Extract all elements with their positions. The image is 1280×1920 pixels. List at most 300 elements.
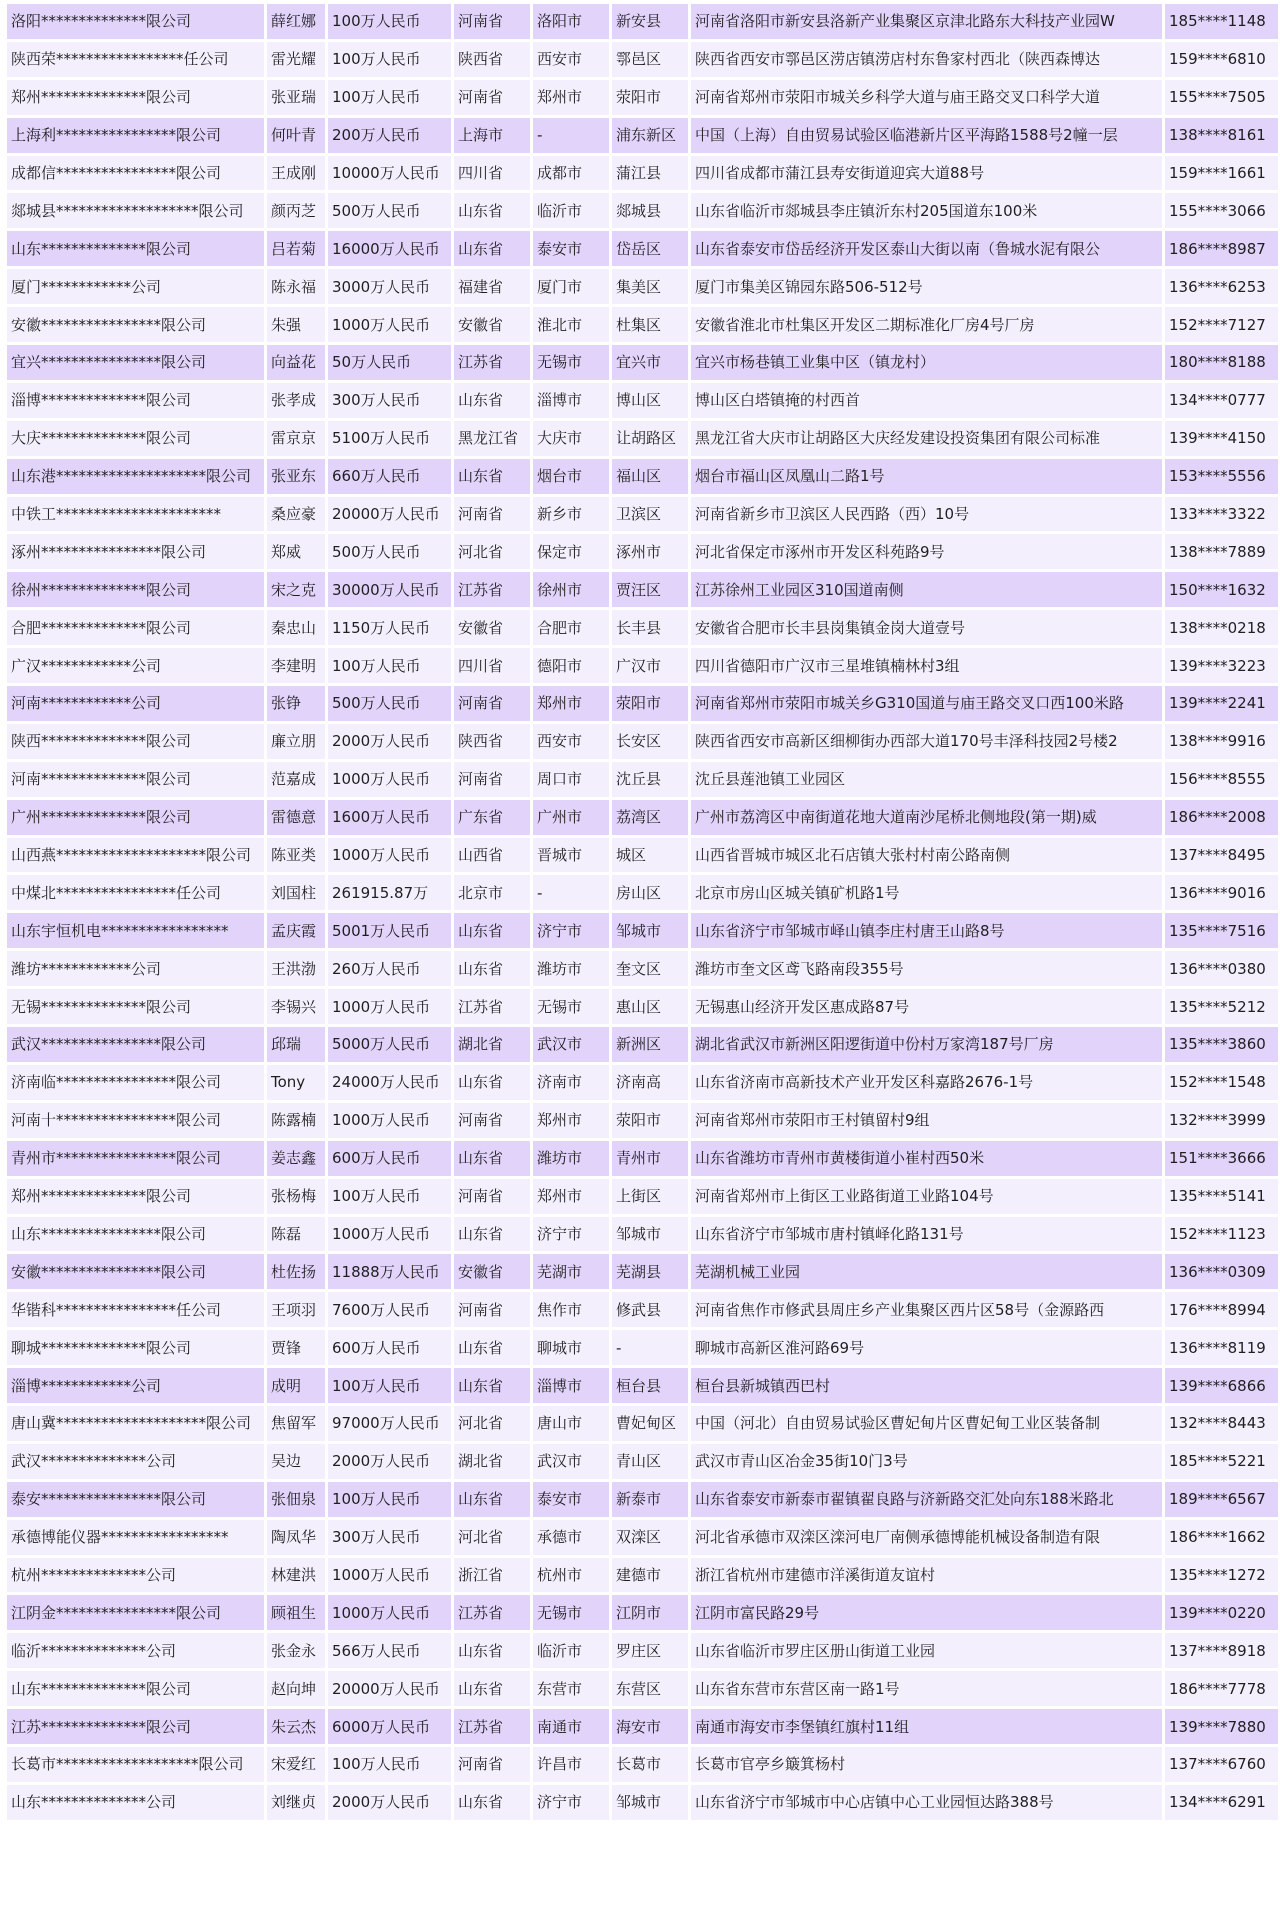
district-cell: 荥阳市 [612, 80, 688, 115]
company-name-cell: 华锴科****************任公司 [7, 1292, 264, 1327]
city-cell: 无锡市 [533, 345, 609, 380]
address-cell: 河北省保定市涿州市开发区科苑路9号 [691, 534, 1162, 569]
phone-cell: 132****3999 [1165, 1103, 1278, 1138]
district-cell: 涿州市 [612, 534, 688, 569]
phone-cell: 185****1148 [1165, 4, 1278, 39]
company-name-cell: 上海利****************限公司 [7, 118, 264, 153]
registered-capital-cell: 260万人民币 [328, 951, 451, 986]
table-row [7, 1065, 1278, 1100]
city-cell: 西安市 [533, 724, 609, 759]
province-cell: 山东省 [454, 231, 530, 266]
table-row [7, 1103, 1278, 1138]
legal-rep-cell: 张佃泉 [267, 1482, 325, 1517]
legal-rep-cell: 雷京京 [267, 421, 325, 456]
table-row [7, 648, 1278, 683]
address-cell: 武汉市青山区冶金35街10门3号 [691, 1444, 1162, 1479]
district-cell: - [612, 1330, 688, 1365]
city-cell: 焦作市 [533, 1292, 609, 1327]
address-cell: 广州市荔湾区中南街道花地大道南沙尾桥北侧地段(第一期)威 [691, 800, 1162, 835]
table-row [7, 269, 1278, 304]
district-cell: 荥阳市 [612, 1103, 688, 1138]
city-cell: 无锡市 [533, 1595, 609, 1630]
address-cell: 博山区白塔镇掩的村西首 [691, 383, 1162, 418]
table-row [7, 42, 1278, 77]
company-name-cell: 淄博************公司 [7, 1368, 264, 1403]
city-cell: 郑州市 [533, 1179, 609, 1214]
district-cell: 上街区 [612, 1179, 688, 1214]
registered-capital-cell: 1000万人民币 [328, 762, 451, 797]
legal-rep-cell: 郑威 [267, 534, 325, 569]
district-cell: 广汉市 [612, 648, 688, 683]
table-row [7, 1141, 1278, 1176]
table-row [7, 1292, 1278, 1327]
city-cell: 潍坊市 [533, 951, 609, 986]
phone-cell: 138****8161 [1165, 118, 1278, 153]
company-name-cell: 大庆**************限公司 [7, 421, 264, 456]
address-cell: 山东省临沂市郯城县李庄镇沂东村205国道东100米 [691, 193, 1162, 228]
city-cell: 成都市 [533, 156, 609, 191]
registered-capital-cell: 1000万人民币 [328, 838, 451, 873]
table-row [7, 534, 1278, 569]
registered-capital-cell: 2000万人民币 [328, 724, 451, 759]
address-cell: 南通市海安市李堡镇红旗村11组 [691, 1709, 1162, 1744]
province-cell: 河南省 [454, 686, 530, 721]
province-cell: 浙江省 [454, 1558, 530, 1593]
table-row [7, 1179, 1278, 1214]
district-cell: 新泰市 [612, 1482, 688, 1517]
registered-capital-cell: 5001万人民币 [328, 913, 451, 948]
company-name-cell: 中铁工********************** [7, 497, 264, 532]
district-cell: 桓台县 [612, 1368, 688, 1403]
registered-capital-cell: 500万人民币 [328, 686, 451, 721]
legal-rep-cell: 成明 [267, 1368, 325, 1403]
table-row [7, 1520, 1278, 1555]
province-cell: 山东省 [454, 1633, 530, 1668]
address-cell: 安徽省淮北市杜集区开发区二期标准化厂房4号厂房 [691, 307, 1162, 342]
company-name-cell: 洛阳**************限公司 [7, 4, 264, 39]
registered-capital-cell: 2000万人民币 [328, 1444, 451, 1479]
city-cell: 西安市 [533, 42, 609, 77]
company-name-cell: 杭州**************公司 [7, 1558, 264, 1593]
phone-cell: 135****5141 [1165, 1179, 1278, 1214]
company-name-cell: 陕西**************限公司 [7, 724, 264, 759]
phone-cell: 150****1632 [1165, 572, 1278, 607]
table-row [7, 1671, 1278, 1706]
address-cell: 山东省泰安市新泰市翟镇翟良路与济新路交汇处向东188米路北 [691, 1482, 1162, 1517]
phone-cell: 186****7778 [1165, 1671, 1278, 1706]
address-cell: 河南省郑州市荥阳市城关乡G310国道与庙王路交叉口西100米路 [691, 686, 1162, 721]
province-cell: 山东省 [454, 193, 530, 228]
district-cell: 福山区 [612, 459, 688, 494]
company-name-cell: 唐山冀********************限公司 [7, 1406, 264, 1441]
province-cell: 河北省 [454, 1406, 530, 1441]
address-cell: 山东省济宁市邹城市峄山镇李庄村唐王山路8号 [691, 913, 1162, 948]
registered-capital-cell: 97000万人民币 [328, 1406, 451, 1441]
registered-capital-cell: 100万人民币 [328, 1368, 451, 1403]
district-cell: 杜集区 [612, 307, 688, 342]
table-row [7, 875, 1278, 910]
city-cell: 济宁市 [533, 913, 609, 948]
table-row [7, 1217, 1278, 1252]
phone-cell: 137****6760 [1165, 1747, 1278, 1782]
address-cell: 陕西省西安市鄠邑区涝店镇涝店村东鲁家村西北（陕西森博达 [691, 42, 1162, 77]
company-name-cell: 济南临****************限公司 [7, 1065, 264, 1100]
company-name-cell: 广州**************限公司 [7, 800, 264, 835]
legal-rep-cell: 张金永 [267, 1633, 325, 1668]
address-cell: 潍坊市奎文区鸢飞路南段355号 [691, 951, 1162, 986]
city-cell: 淮北市 [533, 307, 609, 342]
table-row [7, 497, 1278, 532]
district-cell: 岱岳区 [612, 231, 688, 266]
registered-capital-cell: 300万人民币 [328, 1520, 451, 1555]
company-name-cell: 成都信****************限公司 [7, 156, 264, 191]
phone-cell: 135****3860 [1165, 1027, 1278, 1062]
phone-cell: 156****8555 [1165, 762, 1278, 797]
province-cell: 陕西省 [454, 724, 530, 759]
province-cell: 河北省 [454, 1520, 530, 1555]
city-cell: 聊城市 [533, 1330, 609, 1365]
company-name-cell: 山东港********************限公司 [7, 459, 264, 494]
table-row [7, 951, 1278, 986]
legal-rep-cell: 杜佐扬 [267, 1254, 325, 1289]
table-row [7, 345, 1278, 380]
legal-rep-cell: 秦忠山 [267, 610, 325, 645]
legal-rep-cell: 李建明 [267, 648, 325, 683]
address-cell: 四川省德阳市广汉市三星堆镇楠林村3组 [691, 648, 1162, 683]
district-cell: 邹城市 [612, 913, 688, 948]
province-cell: 江苏省 [454, 345, 530, 380]
province-cell: 山东省 [454, 1141, 530, 1176]
district-cell: 卫滨区 [612, 497, 688, 532]
phone-cell: 136****0380 [1165, 951, 1278, 986]
legal-rep-cell: 刘国柱 [267, 875, 325, 910]
table-row [7, 1633, 1278, 1668]
address-cell: 北京市房山区城关镇矿机路1号 [691, 875, 1162, 910]
province-cell: 陕西省 [454, 42, 530, 77]
legal-rep-cell: 张孝成 [267, 383, 325, 418]
phone-cell: 189****6567 [1165, 1482, 1278, 1517]
city-cell: 淄博市 [533, 1368, 609, 1403]
table-row [7, 1406, 1278, 1441]
company-name-cell: 承德博能仪器***************** [7, 1520, 264, 1555]
company-name-cell: 青州市****************限公司 [7, 1141, 264, 1176]
district-cell: 城区 [612, 838, 688, 873]
table-row [7, 1368, 1278, 1403]
table-row [7, 193, 1278, 228]
district-cell: 罗庄区 [612, 1633, 688, 1668]
company-name-cell: 中煤北****************任公司 [7, 875, 264, 910]
registered-capital-cell: 100万人民币 [328, 4, 451, 39]
city-cell: 临沂市 [533, 1633, 609, 1668]
province-cell: 山东省 [454, 913, 530, 948]
company-name-cell: 河南************公司 [7, 686, 264, 721]
address-cell: 河南省郑州市荥阳市城关乡科学大道与庙王路交叉口科学大道 [691, 80, 1162, 115]
phone-cell: 133****3322 [1165, 497, 1278, 532]
registered-capital-cell: 300万人民币 [328, 383, 451, 418]
legal-rep-cell: 廉立朋 [267, 724, 325, 759]
registered-capital-cell: 600万人民币 [328, 1141, 451, 1176]
registered-capital-cell: 200万人民币 [328, 118, 451, 153]
phone-cell: 135****1272 [1165, 1558, 1278, 1593]
phone-cell: 134****0777 [1165, 383, 1278, 418]
address-cell: 无锡惠山经济开发区惠成路87号 [691, 989, 1162, 1024]
address-cell: 四川省成都市蒲江县寿安街道迎宾大道88号 [691, 156, 1162, 191]
city-cell: 广州市 [533, 800, 609, 835]
city-cell: 徐州市 [533, 572, 609, 607]
legal-rep-cell: 薛红娜 [267, 4, 325, 39]
legal-rep-cell: 张亚瑞 [267, 80, 325, 115]
legal-rep-cell: 宋之克 [267, 572, 325, 607]
district-cell: 长丰县 [612, 610, 688, 645]
phone-cell: 139****0220 [1165, 1595, 1278, 1630]
company-name-cell: 河南十****************限公司 [7, 1103, 264, 1138]
legal-rep-cell: 何叶青 [267, 118, 325, 153]
district-cell: 贾汪区 [612, 572, 688, 607]
table-row [7, 686, 1278, 721]
city-cell: 济宁市 [533, 1785, 609, 1820]
city-cell: 保定市 [533, 534, 609, 569]
phone-cell: 139****2241 [1165, 686, 1278, 721]
province-cell: 河南省 [454, 497, 530, 532]
company-name-cell: 涿州****************限公司 [7, 534, 264, 569]
registered-capital-cell: 500万人民币 [328, 534, 451, 569]
registered-capital-cell: 100万人民币 [328, 1482, 451, 1517]
address-cell: 江苏徐州工业园区310国道南侧 [691, 572, 1162, 607]
registered-capital-cell: 100万人民币 [328, 1179, 451, 1214]
legal-rep-cell: 向益花 [267, 345, 325, 380]
phone-cell: 159****1661 [1165, 156, 1278, 191]
city-cell: 洛阳市 [533, 4, 609, 39]
registered-capital-cell: 1000万人民币 [328, 1103, 451, 1138]
company-name-cell: 安徽****************限公司 [7, 307, 264, 342]
province-cell: 江苏省 [454, 572, 530, 607]
table-row [7, 989, 1278, 1024]
registered-capital-cell: 30000万人民币 [328, 572, 451, 607]
table-row [7, 762, 1278, 797]
address-cell: 山东省潍坊市青州市黄楼街道小崔村西50米 [691, 1141, 1162, 1176]
province-cell: 黑龙江省 [454, 421, 530, 456]
district-cell: 让胡路区 [612, 421, 688, 456]
legal-rep-cell: 林建洪 [267, 1558, 325, 1593]
legal-rep-cell: 朱云杰 [267, 1709, 325, 1744]
address-cell: 聊城市高新区淮河路69号 [691, 1330, 1162, 1365]
company-table-sheet [4, 4, 1276, 1823]
address-cell: 宜兴市杨巷镇工业集中区（镇龙村） [691, 345, 1162, 380]
company-name-cell: 郑州**************限公司 [7, 80, 264, 115]
district-cell: 邹城市 [612, 1217, 688, 1252]
legal-rep-cell: 刘继贞 [267, 1785, 325, 1820]
table-row [7, 118, 1278, 153]
phone-cell: 185****5221 [1165, 1444, 1278, 1479]
district-cell: 博山区 [612, 383, 688, 418]
company-name-cell: 潍坊************公司 [7, 951, 264, 986]
registered-capital-cell: 660万人民币 [328, 459, 451, 494]
table-row [7, 1330, 1278, 1365]
company-name-cell: 淄博**************限公司 [7, 383, 264, 418]
province-cell: 河南省 [454, 1292, 530, 1327]
city-cell: 厦门市 [533, 269, 609, 304]
city-cell: 济宁市 [533, 1217, 609, 1252]
address-cell: 山东省济宁市邹城市唐村镇峄化路131号 [691, 1217, 1162, 1252]
district-cell: 双滦区 [612, 1520, 688, 1555]
company-name-cell: 武汉****************限公司 [7, 1027, 264, 1062]
province-cell: 山东省 [454, 1671, 530, 1706]
district-cell: 惠山区 [612, 989, 688, 1024]
district-cell: 东营区 [612, 1671, 688, 1706]
province-cell: 河南省 [454, 80, 530, 115]
province-cell: 福建省 [454, 269, 530, 304]
city-cell: 德阳市 [533, 648, 609, 683]
city-cell: 唐山市 [533, 1406, 609, 1441]
company-name-cell: 厦门************公司 [7, 269, 264, 304]
legal-rep-cell: 焦留军 [267, 1406, 325, 1441]
district-cell: 曹妃甸区 [612, 1406, 688, 1441]
phone-cell: 186****8987 [1165, 231, 1278, 266]
province-cell: 山东省 [454, 1065, 530, 1100]
province-cell: 山东省 [454, 1368, 530, 1403]
city-cell: 郑州市 [533, 686, 609, 721]
legal-rep-cell: 陈永福 [267, 269, 325, 304]
company-name-cell: 山东**************限公司 [7, 231, 264, 266]
address-cell: 河北省承德市双滦区滦河电厂南侧承德博能机械设备制造有限 [691, 1520, 1162, 1555]
city-cell: - [533, 118, 609, 153]
registered-capital-cell: 100万人民币 [328, 42, 451, 77]
city-cell: 泰安市 [533, 231, 609, 266]
phone-cell: 139****4150 [1165, 421, 1278, 456]
district-cell: 江阴市 [612, 1595, 688, 1630]
registered-capital-cell: 1000万人民币 [328, 1595, 451, 1630]
legal-rep-cell: 赵向坤 [267, 1671, 325, 1706]
legal-rep-cell: 雷光耀 [267, 42, 325, 77]
table-row [7, 1558, 1278, 1593]
address-cell: 河南省洛阳市新安县洛新产业集聚区京津北路东大科技产业园W [691, 4, 1162, 39]
city-cell: 南通市 [533, 1709, 609, 1744]
district-cell: 建德市 [612, 1558, 688, 1593]
legal-rep-cell: 王成刚 [267, 156, 325, 191]
registered-capital-cell: 20000万人民币 [328, 1671, 451, 1706]
registered-capital-cell: 500万人民币 [328, 193, 451, 228]
district-cell: 新安县 [612, 4, 688, 39]
registered-capital-cell: 24000万人民币 [328, 1065, 451, 1100]
province-cell: 江苏省 [454, 989, 530, 1024]
district-cell: 新洲区 [612, 1027, 688, 1062]
registered-capital-cell: 1600万人民币 [328, 800, 451, 835]
registered-capital-cell: 10000万人民币 [328, 156, 451, 191]
company-name-cell: 江苏**************限公司 [7, 1709, 264, 1744]
registered-capital-cell: 1000万人民币 [328, 989, 451, 1024]
city-cell: 武汉市 [533, 1444, 609, 1479]
table-row [7, 610, 1278, 645]
address-cell: 陕西省西安市高新区细柳街办西部大道170号丰泽科技园2号楼2 [691, 724, 1162, 759]
city-cell: 合肥市 [533, 610, 609, 645]
district-cell: 济南高 [612, 1065, 688, 1100]
district-cell: 荥阳市 [612, 686, 688, 721]
table-body [7, 4, 1278, 1820]
phone-cell: 138****0218 [1165, 610, 1278, 645]
address-cell: 河南省郑州市上街区工业路街道工业路104号 [691, 1179, 1162, 1214]
city-cell: 济南市 [533, 1065, 609, 1100]
table-row [7, 421, 1278, 456]
phone-cell: 135****5212 [1165, 989, 1278, 1024]
phone-cell: 152****7127 [1165, 307, 1278, 342]
address-cell: 芜湖机械工业园 [691, 1254, 1162, 1289]
province-cell: 四川省 [454, 648, 530, 683]
address-cell: 沈丘县莲池镇工业园区 [691, 762, 1162, 797]
phone-cell: 135****7516 [1165, 913, 1278, 948]
phone-cell: 138****7889 [1165, 534, 1278, 569]
phone-cell: 180****8188 [1165, 345, 1278, 380]
province-cell: 上海市 [454, 118, 530, 153]
legal-rep-cell: 宋爱红 [267, 1747, 325, 1782]
legal-rep-cell: 范嘉成 [267, 762, 325, 797]
table-row [7, 1482, 1278, 1517]
phone-cell: 152****1548 [1165, 1065, 1278, 1100]
company-name-cell: 临沂**************公司 [7, 1633, 264, 1668]
registered-capital-cell: 261915.87万 [328, 875, 451, 910]
district-cell: 宜兴市 [612, 345, 688, 380]
registered-capital-cell: 100万人民币 [328, 1747, 451, 1782]
legal-rep-cell: 孟庆霞 [267, 913, 325, 948]
district-cell: 鄠邑区 [612, 42, 688, 77]
province-cell: 江苏省 [454, 1709, 530, 1744]
district-cell: 浦东新区 [612, 118, 688, 153]
province-cell: 河南省 [454, 1179, 530, 1214]
city-cell: 泰安市 [533, 1482, 609, 1517]
legal-rep-cell: 李锡兴 [267, 989, 325, 1024]
registered-capital-cell: 16000万人民币 [328, 231, 451, 266]
registered-capital-cell: 50万人民币 [328, 345, 451, 380]
district-cell: 沈丘县 [612, 762, 688, 797]
table-row [7, 307, 1278, 342]
registered-capital-cell: 3000万人民币 [328, 269, 451, 304]
province-cell: 广东省 [454, 800, 530, 835]
province-cell: 安徽省 [454, 1254, 530, 1289]
phone-cell: 136****8119 [1165, 1330, 1278, 1365]
city-cell: 东营市 [533, 1671, 609, 1706]
phone-cell: 155****3066 [1165, 193, 1278, 228]
table-row [7, 1747, 1278, 1782]
address-cell: 山西省晋城市城区北石店镇大张村村南公路南侧 [691, 838, 1162, 873]
company-name-cell: 宜兴****************限公司 [7, 345, 264, 380]
district-cell: 长安区 [612, 724, 688, 759]
registered-capital-cell: 5000万人民币 [328, 1027, 451, 1062]
district-cell: 蒲江县 [612, 156, 688, 191]
address-cell: 山东省临沂市罗庄区册山街道工业园 [691, 1633, 1162, 1668]
table-row [7, 800, 1278, 835]
province-cell: 山东省 [454, 383, 530, 418]
district-cell: 海安市 [612, 1709, 688, 1744]
province-cell: 湖北省 [454, 1444, 530, 1479]
city-cell: 郑州市 [533, 1103, 609, 1138]
company-name-cell: 江阴金****************限公司 [7, 1595, 264, 1630]
province-cell: 北京市 [454, 875, 530, 910]
registered-capital-cell: 5100万人民币 [328, 421, 451, 456]
address-cell: 山东省东营市东营区南一路1号 [691, 1671, 1162, 1706]
legal-rep-cell: 雷德意 [267, 800, 325, 835]
phone-cell: 159****6810 [1165, 42, 1278, 77]
city-cell: 郑州市 [533, 80, 609, 115]
phone-cell: 186****1662 [1165, 1520, 1278, 1555]
registered-capital-cell: 20000万人民币 [328, 497, 451, 532]
city-cell: 新乡市 [533, 497, 609, 532]
legal-rep-cell: 陈露楠 [267, 1103, 325, 1138]
table-row [7, 4, 1278, 39]
company-name-cell: 郑州**************限公司 [7, 1179, 264, 1214]
legal-rep-cell: 吴边 [267, 1444, 325, 1479]
legal-rep-cell: 贾锋 [267, 1330, 325, 1365]
district-cell: 青州市 [612, 1141, 688, 1176]
address-cell: 厦门市集美区锦园东路506-512号 [691, 269, 1162, 304]
